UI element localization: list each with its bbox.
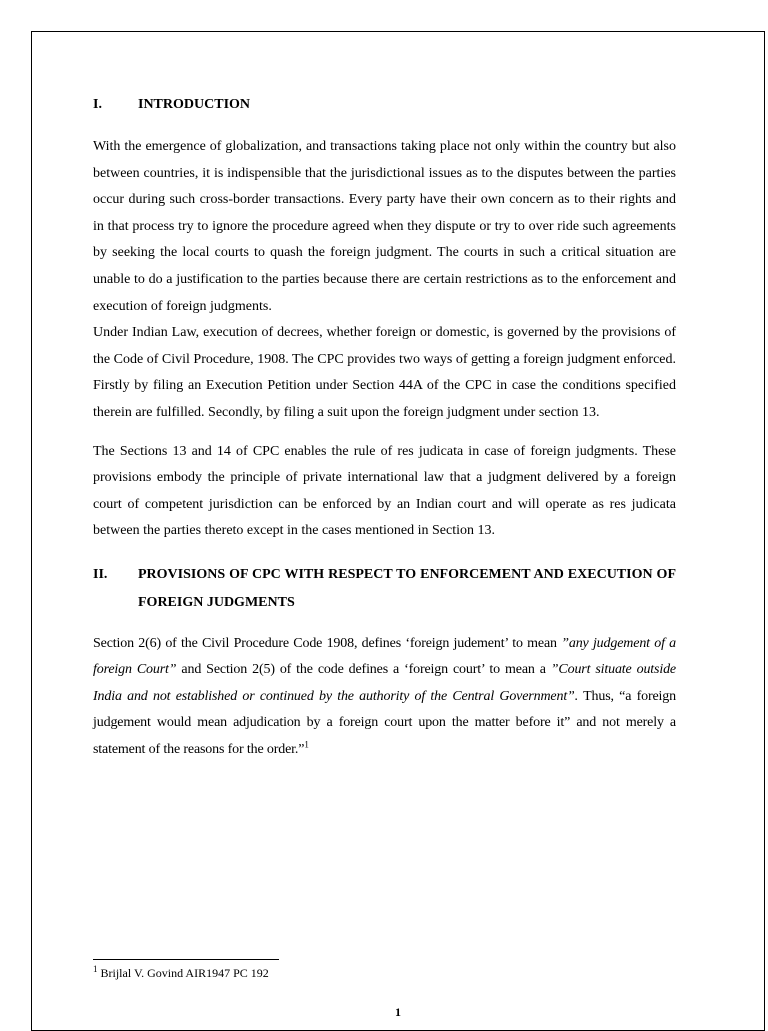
footnote-separator (93, 959, 279, 960)
footnote-reference[interactable]: 1 (304, 738, 309, 749)
section-1-number: I. (93, 97, 102, 112)
footnote-text: Brijlal V. Govind AIR1947 PC 192 (97, 966, 269, 980)
footnote-marker: 1 (93, 964, 98, 974)
definitions-text-3: Thus, “a foreign judgement would mean adjudication by a foreign court upon the matter before it” and not merely a statement of the reasons for the order.” (93, 688, 676, 757)
intro-paragraph-3: The Sections 13 and 14 of CPC enables the rule of res judicata in case of foreign judgments. These provisions embody the principle of private international law that a judgment delivered by a foreign court of competent jurisdiction can be enforced by an Indian court and will operate as res judicata between the parties thereto except in the cases mentioned in Section 13. (93, 443, 676, 539)
section-1-heading (93, 92, 676, 118)
definitions-text-1: Section 2(6) of the Civil Procedure Code 1908, defines ‘foreign judement’ to mean (93, 635, 562, 651)
intro-paragraph-2: Under Indian Law, execution of decrees, whether foreign or domestic, is governed by the provisions of the Code of Civil Procedure, 1908. The CPC provides two ways of getting a foreign judgment enforced. Firstly by filing an Execution Petition under Section 44A of the CPC in case the conditions specified therein are fulfilled. Secondly, by filing a suit upon the foreign judgment under section 13. (93, 325, 676, 420)
definitions-paragraph (93, 631, 676, 763)
document-page (31, 31, 765, 1031)
section-2-number: II. (93, 566, 108, 582)
definitions-quote-2: ”Court situate outside India and not established or continued by the authority of the Central Government”. (93, 662, 676, 704)
intro-paragraph-1: With the emergence of globalization, and transactions taking place not only within the country but also between countries, it is indispensible that the jurisdictional issues as to the disputes between the parties occur during such cross-border transactions. Every party have their own concern as to their rights and in that process try to ignore the procedure agreed when they dispute or try to over ride such agreements by seeking the local courts to quash the foreign judgment. The courts in such a critical situation are unable to do a justification to the parties because there are certain restrictions as to the enforcement and execution of foreign judgments. (93, 139, 676, 314)
definitions-quote-1: ”any judgement of a foreign Court” (93, 635, 676, 678)
definitions-text-2: and Section 2(5) of the code defines a ‘foreign court’ to mean a (176, 662, 551, 678)
page-number: 1 (395, 1005, 401, 1019)
footnote (93, 966, 269, 981)
section-2-heading (93, 561, 676, 617)
section-2-title: PROVISIONS OF CPC WITH RESPECT TO ENFORCEMENT AND EXECUTION OF FOREIGN JUDGMENTS (138, 566, 676, 610)
section-1-title: INTRODUCTION (138, 97, 251, 112)
page-content (93, 92, 676, 763)
